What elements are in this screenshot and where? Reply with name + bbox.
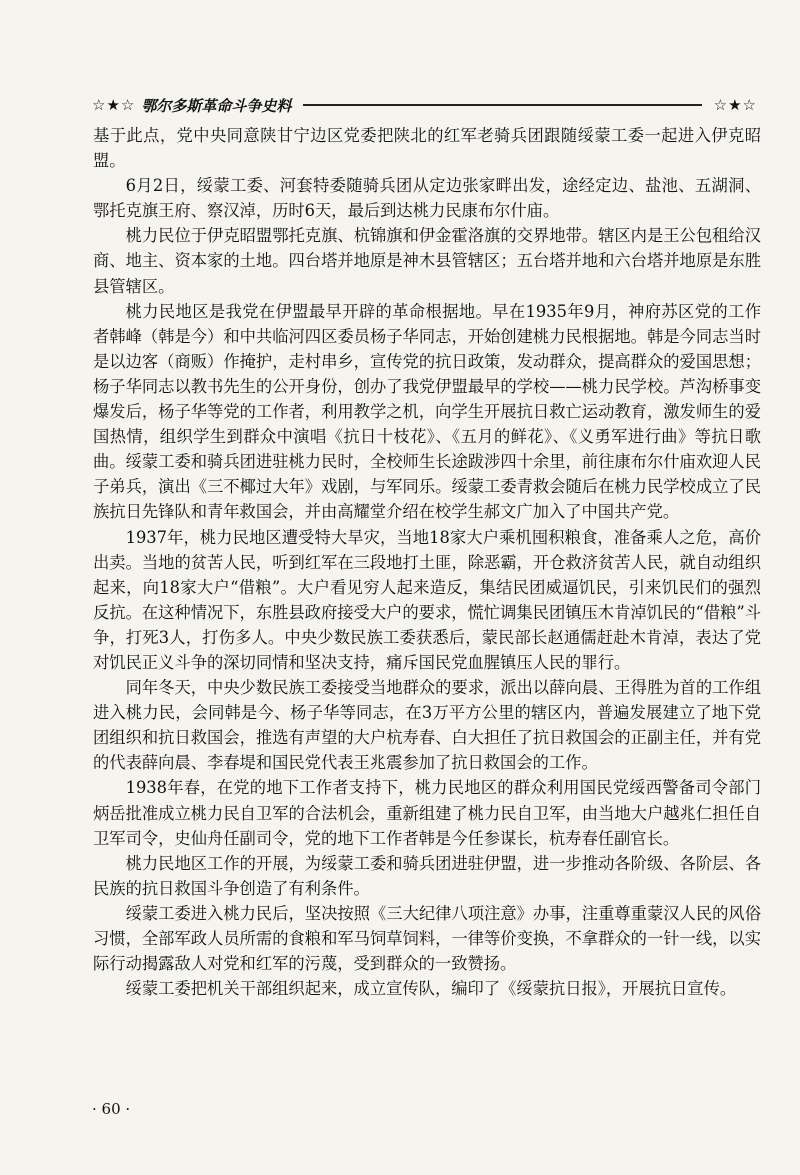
paragraph: 桃力民地区工作的开展，为绥蒙工委和骑兵团进驻伊盟，进一步推动各阶级、各阶层、各民族的抗日救国斗争创造了有利条件。 (93, 853, 761, 898)
paragraph: 1937年，桃力民地区遭受特大旱灾，当地18家大户乘机囤积粮食，准备乘人之危，高价出卖。当地的贫苦人民，听到红军在三段地打土匪，除恶霸，开仓救济贫苦人民，就自动组织起来，向18家大户“借粮”。大户看见穷人起来造反，集结民团威逼饥民，引来饥民们的强烈反抗。在这种情况下，东胜县政府接受大户的要求，慌忙调集民团镇压木肯淖饥民的“借粮”斗争，打死3人，打伤多人。中央少数民族工委获悉后，蒙民部长赵通儒赶赴木肯淖，表达了党对饥民正义斗争的深切同情和坚决支持，痛斥国民党血腥镇压人民的罪行。 (93, 527, 761, 672)
page-number: · 60 · (92, 1100, 131, 1118)
paragraph: 桃力民地区是我党在伊盟最早开辟的革命根据地。早在1935年9月，神府苏区党的工作者韩峰（韩是今）和中共临河四区委员杨子华同志，开始创建桃力民根据地。韩是今同志当时是以边客（商贩）作掩护，走村串乡，宣传党的抗日政策，发动群众，提高群众的爱国思想；杨子华同志以教书先生的公开身份，创办了我党伊盟最早的学校——桃力民学校。芦沟桥事变爆发后，杨子华等党的工作者，利用教学之机，向学生开展抗日救亡运动教育，激发师生的爱国热情，组织学生到群众中演唱《抗日十枝花》、《五月的鲜花》、《义勇军进行曲》等抗日歌曲。绥蒙工委和骑兵团进驻桃力民时，全校师生长途跋涉四十余里，前往康布尔什庙欢迎人民子弟兵，演出《三不椰过大年》戏剧，与军同乐。绥蒙工委青救会随后在桃力民学校成立了民族抗日先锋队和青年救国会，并由高耀堂介绍在校学生郝文广加入了中国共产党。 (93, 301, 761, 522)
body-text (93, 123, 761, 1001)
paragraph: 桃力民位于伊克昭盟鄂托克旗、杭锦旗和伊金霍洛旗的交界地带。辖区内是王公包租给汉商、地主、资本家的土地。四台塔并地原是神木县管辖区；五台塔并地和六台塔并地原是东胜县管辖区。 (93, 226, 761, 296)
running-header (92, 94, 757, 116)
paragraph: 1938年春，在党的地下工作者支持下，桃力民地区的群众利用国民党绥西警备司令部门炳岳批准成立桃力民自卫军的合法机会，重新组建了桃力民自卫军，由当地大户越兆仁担任自卫军司令，史仙舟任副司令，党的地下工作者韩是今任参谋长，杭寿春任副官长。 (93, 778, 761, 848)
paragraph: 绥蒙工委把机关干部组织起来，成立宣传队，编印了《绥蒙抗日报》，开展抗日宣传。 (125, 979, 737, 999)
star-ornament-right-icon: ☆★☆ (713, 96, 757, 114)
series-title: 鄂尔多斯革命斗争史料 (141, 96, 292, 115)
star-ornament-left-icon: ☆★☆ (92, 96, 136, 114)
header-rule (303, 104, 701, 106)
paragraph: 绥蒙工委进入桃力民后，坚决按照《三大纪律八项注意》办事，注重尊重蒙汉人民的风俗习惯，全部军政人员所需的食粮和军马饲草饲料，一律等价变换，不拿群众的一针一线，以实际行动揭露敌人对党和红军的污蔑，受到群众的一致赞扬。 (93, 903, 761, 974)
paragraph-continued: 基于此点，党中央同意陕甘宁边区党委把陕北的红军老骑兵团跟随绥蒙工委一起进入伊克昭盟。 (93, 126, 761, 171)
paragraph: 6月2日，绥蒙工委、河套特委随骑兵团从定边张家畔出发，途经定边、盐池、五湖洞、鄂托克旗王府、察汉淖，历时6天，最后到达桃力民康布尔什庙。 (93, 176, 761, 221)
paragraph: 同年冬天，中央少数民族工委接受当地群众的要求，派出以薛向晨、王得胜为首的工作组进入桃力民，会同韩是今、杨子华等同志，在3万平方公里的辖区内，普遍发展建立了地下党团组织和抗日救国会，推选有声望的大户杭寿春、白大担任了抗日救国会的正副主任，并有党的代表薛向晨、李春堤和国民党代表王兆震参加了抗日救国会的工作。 (93, 678, 761, 773)
